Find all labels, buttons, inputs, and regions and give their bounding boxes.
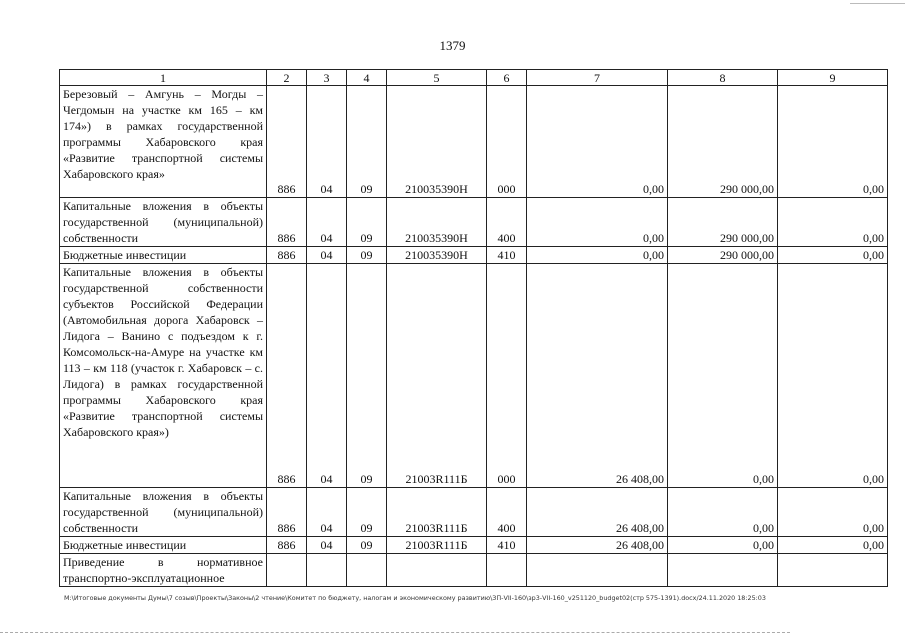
row-name-cell: Березовый – Амгунь – Могды – Чегдомын на участке км 165 – км 174») в рамках государственной программы Хабаровского края «Развитие транспортной системы Хабаровского края» xyxy=(60,86,267,198)
vr-code-cell: 410 xyxy=(487,537,527,554)
pr-code-cell: 09 xyxy=(347,247,387,264)
table-row xyxy=(60,247,888,264)
rz-code-cell: 04 xyxy=(307,86,347,198)
amount-cell: 0,00 xyxy=(527,247,668,264)
table-row xyxy=(60,488,888,537)
csr-code-cell: 210035390Н xyxy=(387,198,487,247)
row-name-cell: Капитальные вложения в объекты государственной (муниципальной) собственности xyxy=(60,488,267,537)
pr-code-cell: 09 xyxy=(347,488,387,537)
amount-cell: 0,00 xyxy=(778,537,888,554)
amount-cell: 0,00 xyxy=(527,86,668,198)
table-row xyxy=(60,86,888,198)
amount-cell: 0,00 xyxy=(778,247,888,264)
amount-cell: 290 000,00 xyxy=(668,86,778,198)
pr-code-cell: 09 xyxy=(347,264,387,488)
rz-code-cell: 04 xyxy=(307,488,347,537)
amount-cell: 0,00 xyxy=(778,488,888,537)
header-cell: 7 xyxy=(527,70,668,86)
csr-code-cell: 210035390Н xyxy=(387,86,487,198)
amount-cell xyxy=(668,554,778,587)
row-name-cell: Капитальные вложения в объекты государственной собственности субъектов Российской Федерации (Автомобильная дорога Хабаровск – Лидога – Ванино с подъездом к г. Комсомольск-на-Амуре на участке км 113 – км 118 (участок г. Хабаровск – с. Лидога) в рамках государственной программы Хабаровского края «Развитие транспортной системы Хабаровского края») xyxy=(60,264,267,488)
rz-code-cell xyxy=(307,554,347,587)
table-header-row xyxy=(60,70,888,86)
scan-edge-line xyxy=(0,632,790,634)
amount-cell: 0,00 xyxy=(527,198,668,247)
budget-table xyxy=(59,69,888,587)
pr-code-cell xyxy=(347,554,387,587)
header-cell: 4 xyxy=(347,70,387,86)
page-number: 1379 xyxy=(439,38,466,53)
header-cell: 9 xyxy=(778,70,888,86)
rz-code-cell: 04 xyxy=(307,537,347,554)
pr-code-cell: 09 xyxy=(347,86,387,198)
amount-cell: 290 000,00 xyxy=(668,247,778,264)
header-cell: 6 xyxy=(487,70,527,86)
pr-code-cell: 09 xyxy=(347,537,387,554)
header-cell: 1 xyxy=(60,70,267,86)
csr-code-cell xyxy=(387,554,487,587)
row-name-cell: Приведение в нормативное транспортно-эксплуатационное xyxy=(60,554,267,587)
vr-code-cell: 000 xyxy=(487,264,527,488)
table-row xyxy=(60,198,888,247)
row-name-cell: Бюджетные инвестиции xyxy=(60,247,267,264)
amount-cell: 0,00 xyxy=(668,537,778,554)
gr-code-cell: 886 xyxy=(267,488,307,537)
table-row xyxy=(60,264,888,488)
vr-code-cell: 410 xyxy=(487,247,527,264)
vr-code-cell: 400 xyxy=(487,488,527,537)
csr-code-cell: 21003R111Б xyxy=(387,264,487,488)
amount-cell: 0,00 xyxy=(778,264,888,488)
amount-cell: 26 408,00 xyxy=(527,264,668,488)
amount-cell: 0,00 xyxy=(668,488,778,537)
scan-edge-line xyxy=(850,3,905,4)
amount-cell: 26 408,00 xyxy=(527,537,668,554)
csr-code-cell: 210035390Н xyxy=(387,247,487,264)
pr-code-cell: 09 xyxy=(347,198,387,247)
header-cell: 5 xyxy=(387,70,487,86)
table-row xyxy=(60,537,888,554)
document-file-path: М:\Итоговые документы Думы\7 созыв\Проекты\Законы\2 чтение\Комитет по бюджету, налогам и экономическому развитию\ЗП-VII-160\зр3-VII-160_v251120_budget02(стр 575-1391).docx/24.11.2020 18:25:03 xyxy=(64,594,766,602)
amount-cell xyxy=(527,554,668,587)
gr-code-cell: 886 xyxy=(267,247,307,264)
header-cell: 8 xyxy=(668,70,778,86)
gr-code-cell: 886 xyxy=(267,264,307,488)
amount-cell: 0,00 xyxy=(668,264,778,488)
vr-code-cell xyxy=(487,554,527,587)
csr-code-cell: 21003R111Б xyxy=(387,488,487,537)
table-row xyxy=(60,554,888,587)
csr-code-cell: 21003R111Б xyxy=(387,537,487,554)
amount-cell: 26 408,00 xyxy=(527,488,668,537)
amount-cell xyxy=(778,554,888,587)
rz-code-cell: 04 xyxy=(307,264,347,488)
header-cell: 2 xyxy=(267,70,307,86)
rz-code-cell: 04 xyxy=(307,247,347,264)
amount-cell: 290 000,00 xyxy=(668,198,778,247)
rz-code-cell: 04 xyxy=(307,198,347,247)
gr-code-cell xyxy=(267,554,307,587)
header-cell: 3 xyxy=(307,70,347,86)
gr-code-cell: 886 xyxy=(267,86,307,198)
gr-code-cell: 886 xyxy=(267,537,307,554)
amount-cell: 0,00 xyxy=(778,86,888,198)
row-name-cell: Капитальные вложения в объекты государственной (муниципальной) собственности xyxy=(60,198,267,247)
gr-code-cell: 886 xyxy=(267,198,307,247)
vr-code-cell: 400 xyxy=(487,198,527,247)
amount-cell: 0,00 xyxy=(778,198,888,247)
vr-code-cell: 000 xyxy=(487,86,527,198)
row-name-cell: Бюджетные инвестиции xyxy=(60,537,267,554)
